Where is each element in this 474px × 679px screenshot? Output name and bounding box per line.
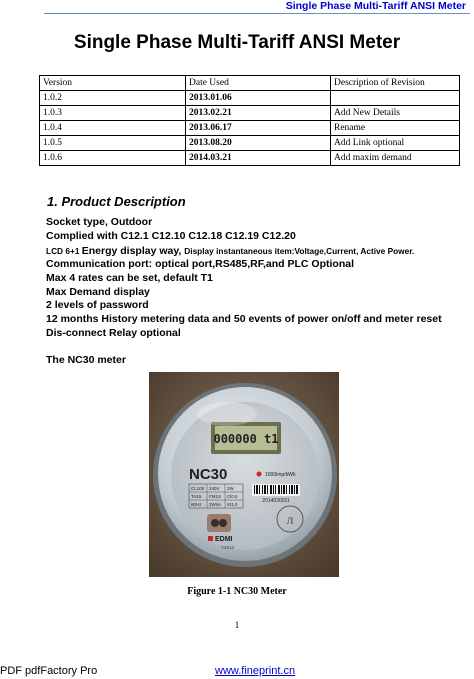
feature-line: Socket type, Outdoor: [46, 216, 153, 228]
cell-version: 1.0.2: [40, 91, 186, 106]
table-row: [40, 91, 460, 106]
cell-description: [331, 91, 460, 106]
feature-instantaneous: Display instantaneous item:Voltage,Current, Active Power.: [184, 246, 415, 256]
cell-version: 1.0.4: [40, 121, 186, 136]
lcd-reading: 000000 t1: [213, 432, 279, 446]
brand-name: EDMI: [215, 536, 233, 543]
feature-line: 12 months History metering data and 50 events of power on/off and meter reset: [46, 313, 442, 325]
cell-date: 2013.01.06: [186, 91, 331, 106]
spec-cell: 3Wire: [209, 502, 221, 507]
page-number: 1: [234, 620, 240, 630]
cell-description: Rename: [331, 121, 460, 136]
brand-logo-icon: [208, 536, 213, 541]
col-date: Date Used: [186, 76, 331, 91]
table-header-row: [40, 76, 460, 91]
spec-cell: 60Hz: [191, 502, 202, 507]
cell-date: 2013.08.20: [186, 136, 331, 151]
feature-line: Communication port: optical port,RS485,RF,and PLC Optional: [46, 258, 355, 270]
meter-photo: [149, 372, 339, 577]
spec-cell: CL100: [191, 486, 205, 491]
running-header: Single Phase Multi-Tariff ANSI Meter: [285, 0, 466, 12]
meter-year: Y2014: [221, 545, 235, 550]
table-row: [40, 121, 460, 136]
spec-cell: FM1S: [209, 494, 222, 499]
glass-glare: [197, 402, 257, 426]
meter-serial: 2014030011: [262, 498, 290, 504]
feature-line: [46, 245, 414, 257]
document-title: Single Phase Multi-Tariff ANSI Meter: [73, 32, 401, 53]
spec-cell: TA15: [191, 494, 202, 499]
feature-line: Dis-connect Relay optional: [46, 327, 181, 339]
footer-producer: PDF pdfFactory Pro: [0, 665, 98, 677]
spec-cell: Kt1.0: [227, 502, 238, 507]
cell-description: Add maxim demand: [331, 151, 460, 166]
feature-line: Max 4 rates can be set, default T1: [46, 272, 213, 284]
cell-date: 2013.06.17: [186, 121, 331, 136]
table-row: [40, 136, 460, 151]
cell-description: Add New Details: [331, 106, 460, 121]
col-version: Version: [40, 76, 186, 91]
spec-cell: Cl0.5: [227, 494, 238, 499]
header-rule: [44, 13, 470, 14]
meter-label: The NC30 meter: [46, 354, 126, 366]
table-row: [40, 151, 460, 166]
pulse-led-icon: [257, 472, 262, 477]
feature-line: Max Demand display: [46, 286, 150, 298]
barcode: [252, 484, 300, 496]
svg-text:л: л: [286, 513, 294, 528]
spec-cell: 2W: [227, 486, 234, 491]
revision-table: [39, 75, 460, 166]
meter-model: NC30: [189, 466, 228, 483]
meter-rate: 1000imp/kWh: [265, 472, 296, 478]
spec-cell: 240V: [209, 486, 220, 491]
section-heading: 1. Product Description: [47, 194, 186, 209]
cell-version: 1.0.6: [40, 151, 186, 166]
figure-caption: Figure 1-1 NC30 Meter: [187, 586, 287, 597]
table-row: [40, 106, 460, 121]
footer-link[interactable]: www.fineprint.cn: [215, 665, 296, 677]
cell-date: 2014.03.21: [186, 151, 331, 166]
cell-version: 1.0.3: [40, 106, 186, 121]
cell-description: Add Link optional: [331, 136, 460, 151]
cell-date: 2013.02.21: [186, 106, 331, 121]
feature-line: 2 levels of password: [46, 299, 149, 311]
feature-line: Complied with C12.1 C12.10 C12.18 C12.19 C12.20: [46, 230, 296, 242]
feature-lcd: LCD 6+1: [46, 246, 82, 256]
col-description: Description of Revision: [331, 76, 460, 91]
feature-energy-display: Energy display way,: [81, 245, 185, 257]
cell-version: 1.0.5: [40, 136, 186, 151]
